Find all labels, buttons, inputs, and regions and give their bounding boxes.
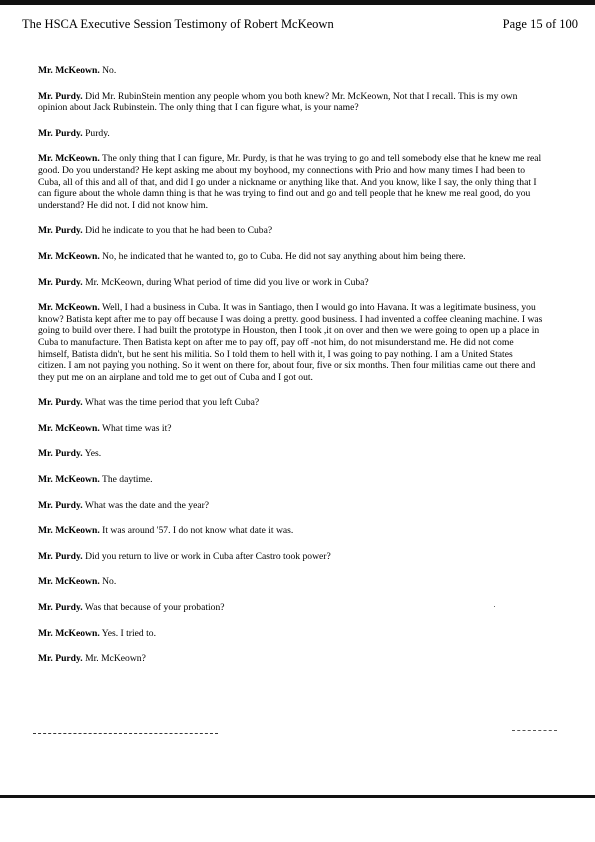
speaker-label: Mr. McKeown. [38, 525, 100, 537]
page-number: Page 15 of 100 [502, 17, 578, 31]
transcript-paragraph [38, 653, 543, 665]
paragraph-text: Mr. McKeown? [82, 653, 146, 665]
transcript-paragraph [38, 251, 543, 263]
transcript-body [38, 65, 543, 679]
paragraph-text: Yes. [82, 448, 102, 460]
paragraph-text: Yes. I tried to. [99, 627, 156, 639]
paragraph-text: The daytime. [99, 474, 153, 486]
transcript-paragraph [38, 65, 543, 77]
transcript-paragraph [38, 302, 543, 383]
transcript-paragraph [38, 628, 543, 640]
speaker-label: Mr. McKeown. [38, 302, 100, 314]
speaker-label: Mr. Purdy. [38, 225, 83, 237]
transcript-paragraph [38, 576, 543, 588]
paragraph-text: What was the time period that you left Cuba? [82, 397, 260, 409]
speaker-label: Mr. McKeown. [38, 65, 100, 76]
paragraph-text: Did he indicate to you that he had been to Cuba? [82, 225, 273, 237]
speaker-label: Mr. McKeown. [38, 627, 100, 639]
transcript-paragraph [38, 448, 543, 460]
transcript-paragraph [38, 225, 543, 237]
paragraph-text: Did Mr. RubinStein mention any people whom you both knew? Mr. McKeown, Not that I recall. This is my own opinion about Jack Rubinstein. The only thing that I can figure what, is your name? [38, 90, 518, 114]
page-header [22, 17, 578, 37]
bottom-border-rule [0, 795, 595, 798]
transcript-paragraph [38, 423, 543, 435]
speaker-label: Mr. Purdy. [38, 653, 83, 665]
transcript-paragraph [38, 551, 543, 563]
paragraph-text: Did you return to live or work in Cuba after Castro took power? [82, 550, 331, 562]
document-title: The HSCA Executive Session Testimony of Robert McKeown [22, 17, 334, 31]
speaker-label: Mr. Purdy. [38, 448, 83, 460]
paragraph-text: Well, I had a business in Cuba. It was in Santiago, then I would go into Havana. It was a legitimate business, you know? Batista kept after me to pay off because I was doing a pretty. good business. I had invented a coffee cleaning machine. I was going to build over there. I had built the prototype in Houston, then I took ,it on over and then we were going to open up a place in Cuba to manufacture. Then Batista kept on after me to pay off, pay off -not him, do not misunderstand me. He did not come himself, Batista didn't, but he sent his militia. So I told them to hell with it, I was going to pay nothing. I am a United States citizen. I am not paying you nothing. So it went on there for, about four, five or six months. Then four militias came out there and they put me on an airplane and told me to get out of Cuba and I got out. [38, 302, 543, 383]
scan-speck [494, 606, 495, 607]
paragraph-text: The only thing that I can figure, Mr. Purdy, is that he was trying to go and tell somebody else that he knew me real good. Do you understand? He kept asking me about my boyhood, my connections with Prio and how many times I had been to Cuba, all of this and all of that, and did I go under a nickname or anything like that. And you know, like I say, the only thing that I can figure about the whole damn thing is that he was trying to find out and go and tell people that he knew me real good, do you understand? He did not. I did not know him. [38, 153, 542, 211]
paragraph-text: Purdy. [82, 127, 110, 139]
transcript-paragraph [38, 500, 543, 512]
speaker-label: Mr. Purdy. [38, 550, 83, 562]
paragraph-text: What time was it? [99, 422, 172, 434]
paragraph-text: It was around '57. I do not know what date it was. [99, 525, 294, 537]
transcript-paragraph [38, 153, 543, 211]
speaker-label: Mr. Purdy. [38, 397, 83, 409]
speaker-label: Mr. McKeown. [38, 422, 100, 434]
speaker-label: Mr. Purdy. [38, 499, 83, 511]
speaker-label: Mr. Purdy. [38, 90, 83, 102]
top-border-rule [0, 0, 595, 5]
speaker-label: Mr. McKeown. [38, 153, 100, 165]
transcript-paragraph [38, 91, 543, 114]
scan-artifact-dashes-right [512, 730, 557, 733]
paragraph-text: No, he indicated that he wanted to, go to Cuba. He did not say anything about him being there. [99, 250, 466, 262]
speaker-label: Mr. Purdy. [38, 276, 83, 288]
speaker-label: Mr. Purdy. [38, 602, 83, 614]
transcript-paragraph [38, 397, 543, 409]
paragraph-text: No. [99, 576, 117, 588]
transcript-paragraph [38, 525, 543, 537]
transcript-paragraph [38, 474, 543, 486]
paragraph-text: Mr. McKeown, during What period of time did you live or work in Cuba? [82, 276, 369, 288]
speaker-label: Mr. Purdy. [38, 127, 83, 139]
paragraph-text: No. [99, 65, 117, 76]
paragraph-text: What was the date and the year? [82, 499, 210, 511]
speaker-label: Mr. McKeown. [38, 576, 100, 588]
transcript-paragraph [38, 128, 543, 140]
transcript-paragraph [38, 602, 543, 614]
speaker-label: Mr. McKeown. [38, 250, 100, 262]
paragraph-text: Was that because of your probation? [82, 602, 225, 614]
speaker-label: Mr. McKeown. [38, 474, 100, 486]
scan-artifact-dashes [33, 733, 218, 736]
transcript-paragraph [38, 277, 543, 289]
